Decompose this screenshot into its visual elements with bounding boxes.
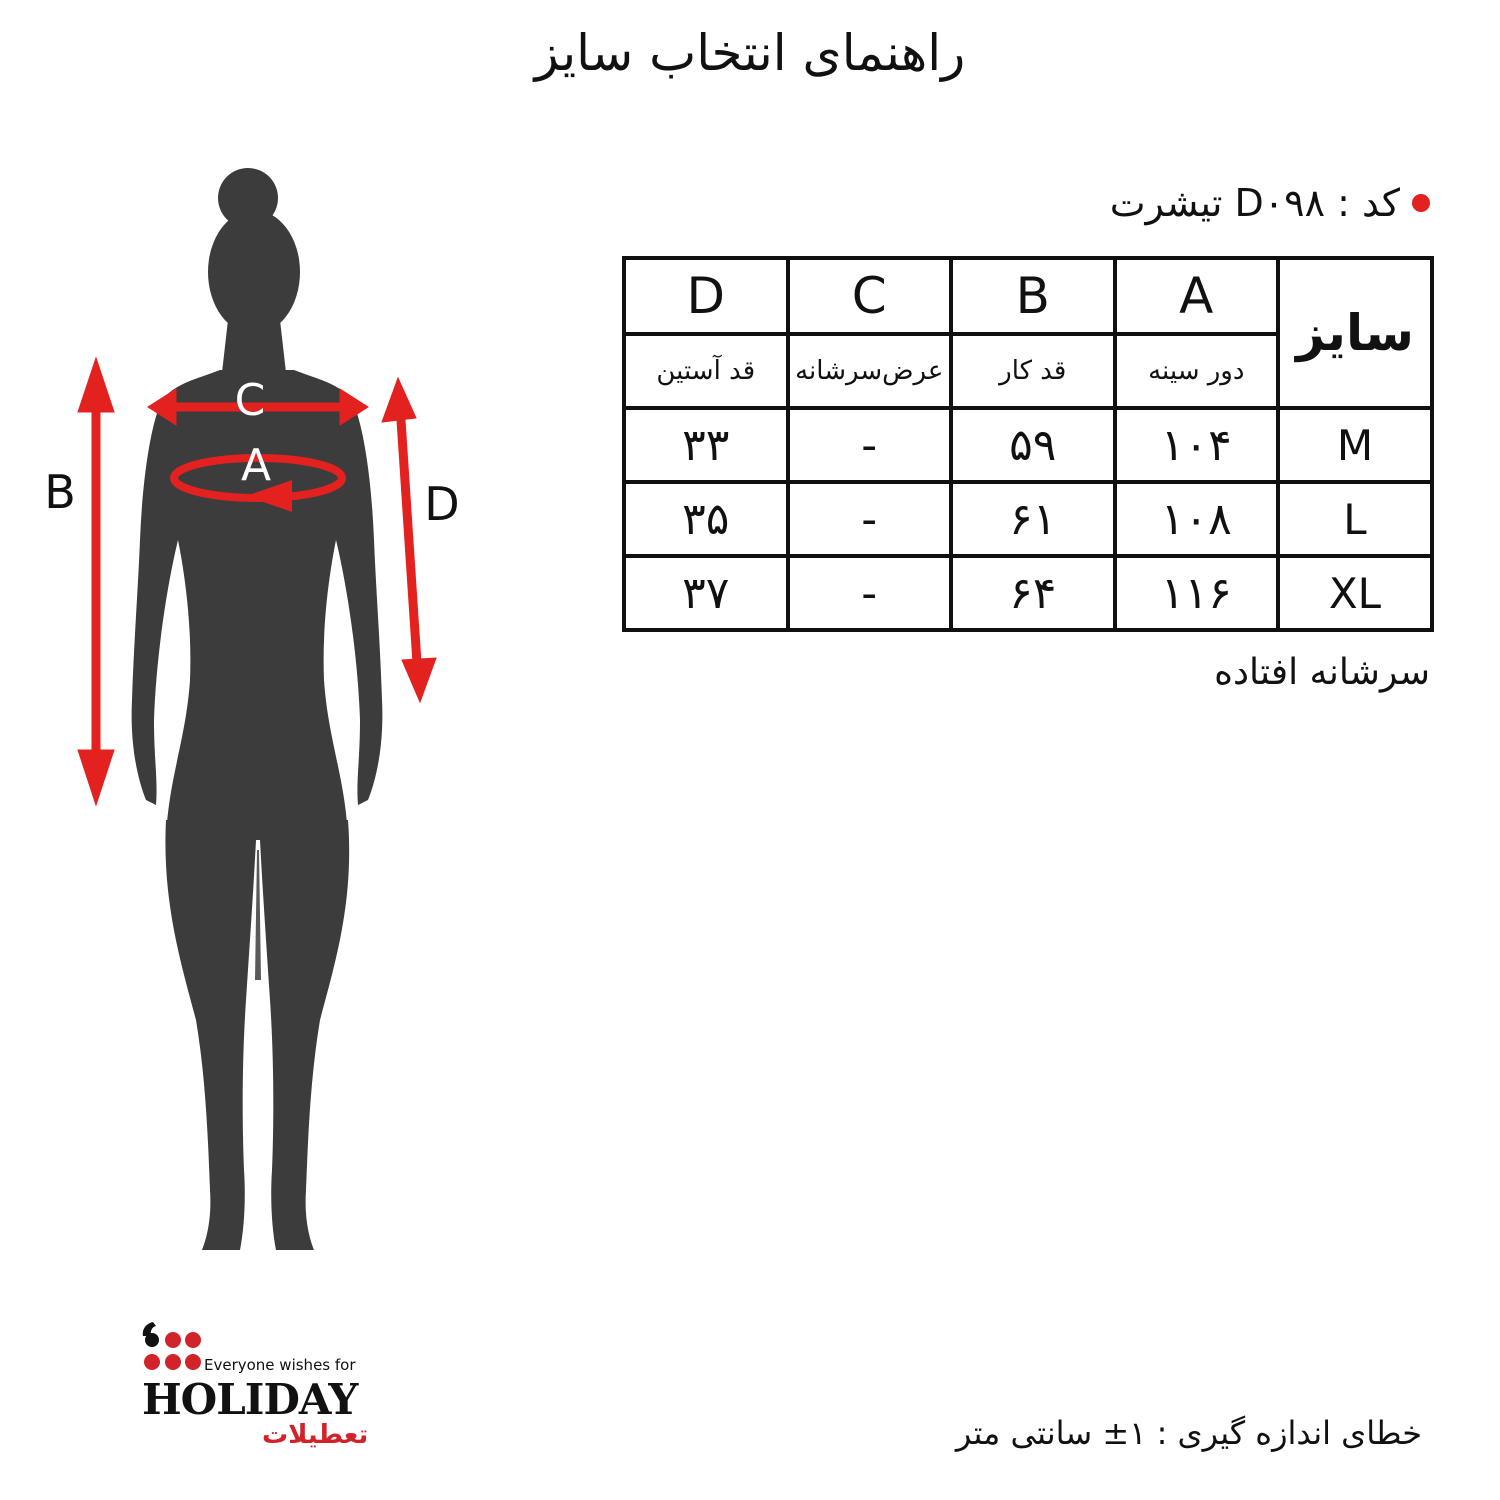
figure-label-d: D bbox=[424, 477, 460, 531]
table-cell: - bbox=[788, 482, 952, 556]
table-cell: ۱۰۸ bbox=[1115, 482, 1279, 556]
page-title: راهنمای انتخاب سایز bbox=[534, 24, 966, 82]
table-cell: ۳۵ bbox=[624, 482, 788, 556]
table-header-letters bbox=[624, 258, 1432, 334]
table-cell: ۱۰۴ bbox=[1115, 408, 1279, 482]
table-cell: - bbox=[788, 408, 952, 482]
fit-note: سرشانه افتاده bbox=[1214, 652, 1430, 693]
figure-label-a: A bbox=[240, 440, 272, 491]
table-row bbox=[624, 408, 1432, 482]
table-cell: ۱۱۶ bbox=[1115, 556, 1279, 630]
bullet-dot-icon bbox=[1412, 194, 1430, 212]
logo-brand: HOLIDAY bbox=[142, 1375, 358, 1424]
column-letter-c: C bbox=[788, 258, 952, 334]
column-letter-a: A bbox=[1115, 258, 1279, 334]
column-label-sleeve: قد آستین bbox=[624, 334, 788, 408]
table-cell: ۳۳ bbox=[624, 408, 788, 482]
product-code-line bbox=[1110, 176, 1430, 230]
size-cell: M bbox=[1278, 408, 1432, 482]
table-row bbox=[624, 482, 1432, 556]
column-label-length: قد کار bbox=[951, 334, 1115, 408]
table-cell: ۶۴ bbox=[951, 556, 1115, 630]
head bbox=[208, 210, 300, 334]
table-row bbox=[624, 556, 1432, 630]
holiday-logo bbox=[140, 1318, 400, 1468]
size-column-header: سایز bbox=[1278, 258, 1432, 408]
column-label-shoulder: عرض‌سرشانه bbox=[788, 334, 952, 408]
size-cell: L bbox=[1278, 482, 1432, 556]
figure-label-c: C bbox=[234, 375, 266, 426]
arrow-d bbox=[382, 378, 436, 702]
size-table bbox=[622, 256, 1434, 632]
table-cell: ۶۱ bbox=[951, 482, 1115, 556]
body-measurement-figure bbox=[30, 160, 470, 1270]
logo-brand-fa: تعطیلات bbox=[262, 1420, 369, 1450]
product-code: کد : D۰۹۸ تیشرت bbox=[1109, 181, 1400, 225]
measurement-error-note: خطای اندازه گیری : ۱± سانتی متر bbox=[955, 1414, 1422, 1452]
size-cell: XL bbox=[1278, 556, 1432, 630]
figure-label-b: B bbox=[44, 465, 76, 519]
table-cell: ۳۷ bbox=[624, 556, 788, 630]
logo-tagline: Everyone wishes for bbox=[204, 1356, 356, 1374]
table-cell: ۵۹ bbox=[951, 408, 1115, 482]
logo-dots-icon bbox=[140, 1318, 210, 1378]
table-cell: - bbox=[788, 556, 952, 630]
column-label-chest: دور سینه bbox=[1115, 334, 1279, 408]
column-letter-b: B bbox=[951, 258, 1115, 334]
column-letter-d: D bbox=[624, 258, 788, 334]
arrow-b bbox=[78, 358, 114, 805]
